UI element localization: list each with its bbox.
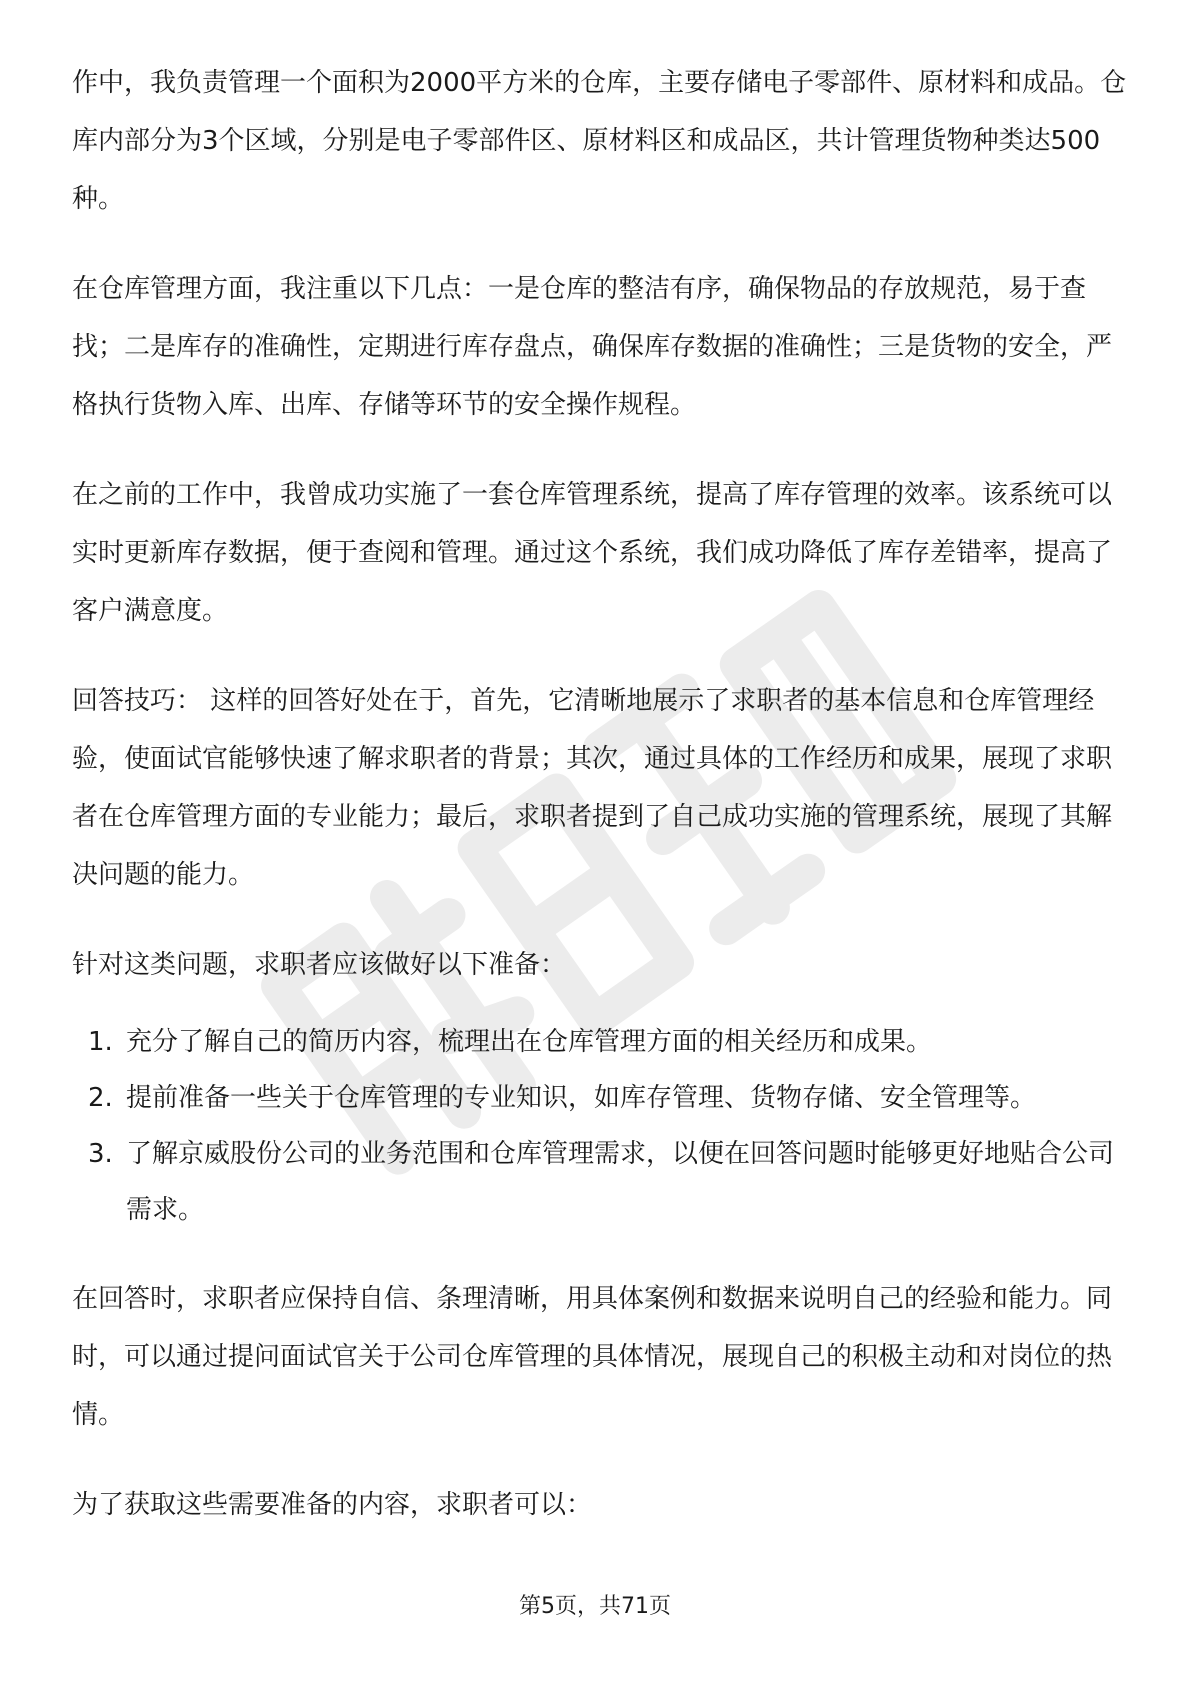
paragraph-management-focus: 在仓库管理方面，我注重以下几点：一是仓库的整洁有序，确保物品的存放规范，易于查找；二是库存的准确性，定期进行库存盘点，确保库存数据的准确性；三是货物的安全，严格执行货物入库、出库、存储等环节的安全操作规程。 [72,274,1113,420]
list-item-text: 了解京威股份公司的业务范围和仓库管理需求，以便在回答问题时能够更好地贴合公司需求。 [126,1139,1115,1225]
list-item-number: 1. [88,1027,113,1057]
paragraph-preparation-intro: 针对这类问题，求职者应该做好以下准备： [72,950,567,980]
list-item [72,1126,1128,1238]
list-item-text: 提前准备一些关于仓库管理的专业知识，如库存管理、货物存储、安全管理等。 [126,1083,1037,1113]
list-item-number: 3. [88,1139,113,1169]
list-item [72,1014,1128,1070]
preparation-list [72,1014,1128,1238]
paragraph-system-implementation: 在之前的工作中，我曾成功实施了一套仓库管理系统，提高了库存管理的效率。该系统可以实时更新库存数据，便于查阅和管理。通过这个系统，我们成功降低了库存差错率，提高了客户满意度。 [72,480,1113,626]
paragraph-how-to-prepare: 为了获取这些需要准备的内容，求职者可以： [72,1490,593,1520]
document-body [72,54,1128,1566]
page-number-footer: 第5页，共71页 [519,1594,671,1619]
paragraph-answer-attitude: 在回答时，求职者应保持自信、条理清晰，用具体案例和数据来说明自己的经验和能力。同时，可以通过提问面试官关于公司仓库管理的具体情况，展现自己的积极主动和对岗位的热情。 [72,1284,1113,1430]
list-item-text: 充分了解自己的简历内容，梳理出在仓库管理方面的相关经历和成果。 [126,1027,933,1057]
list-item-number: 2. [88,1083,113,1113]
list-item [72,1070,1128,1126]
paragraph-warehouse-description: 作中，我负责管理一个面积为2000平方米的仓库，主要存储电子零部件、原材料和成品。仓库内部分为3个区域，分别是电子零部件区、原材料区和成品区，共计管理货物种类达500种。 [72,68,1127,214]
paragraph-answer-tips: 回答技巧： 这样的回答好处在于，首先，它清晰地展示了求职者的基本信息和仓库管理经验，使面试官能够快速了解求职者的背景；其次，通过具体的工作经历和成果，展现了求职者在仓库管理方面的专业能力；最后，求职者提到了自己成功实施的管理系统，展现了其解决问题的能力。 [72,686,1113,890]
